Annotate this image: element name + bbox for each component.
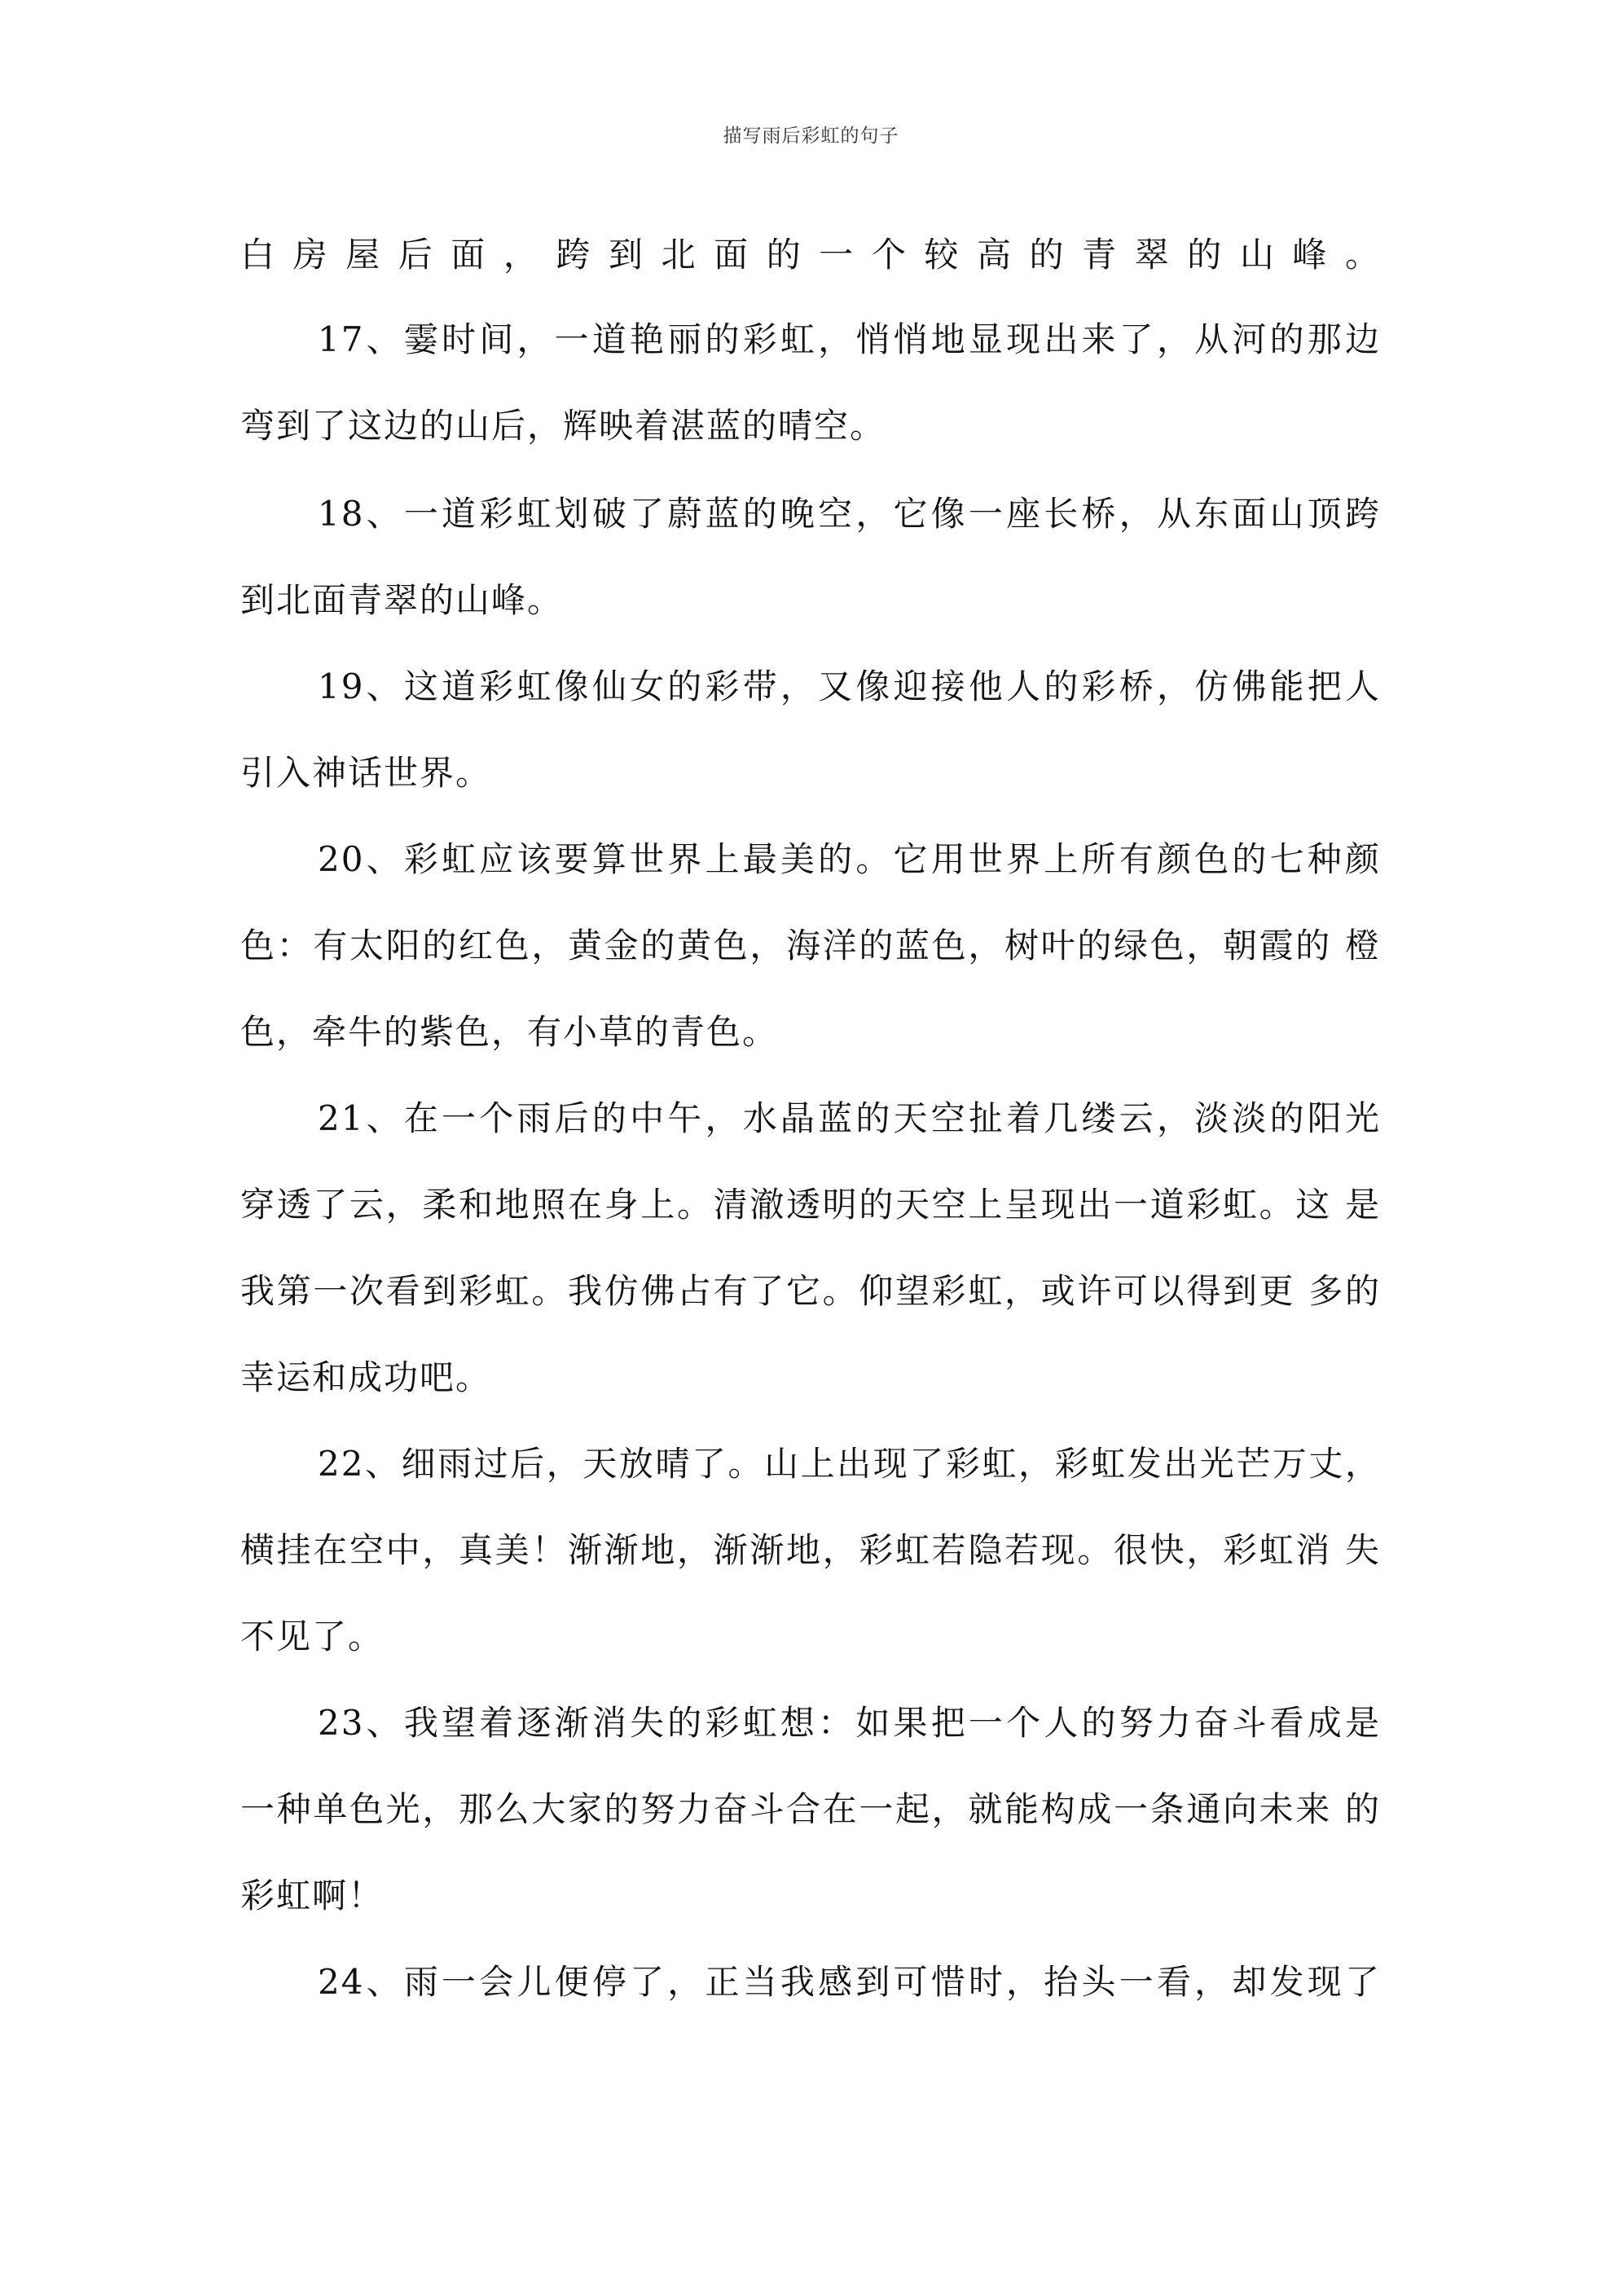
paragraph-23-line-2: 一种单色光，那么大家的努力奋斗合在一起，就能构成一条通向未来 的	[240, 1789, 1381, 1829]
paragraph-23-line-3: 彩虹啊！	[240, 1876, 385, 1916]
page-header-title: 描写雨后彩虹的句子	[723, 125, 899, 147]
paragraph-22-line-3: 不见了。	[240, 1616, 385, 1656]
paragraph-17-line-1: 17、霎时间，一道艳丽的彩虹，悄悄地显现出来了，从河的那边	[318, 319, 1381, 359]
paragraph-21-line-1: 21、在一个雨后的中午，水晶蓝的天空扯着几缕云，淡淡的阳光	[318, 1098, 1381, 1138]
paragraph-19-line-2: 引入神话世界。	[240, 753, 492, 793]
paragraph-24-line-1: 24、雨一会儿便停了，正当我感到可惜时，抬头一看，却发现了	[318, 1962, 1381, 2002]
paragraph-21-line-2: 穿透了云，柔和地照在身上。清澈透明的天空上呈现出一道彩虹。这 是	[240, 1185, 1381, 1225]
paragraph-18-line-2: 到北面青翠的山峰。	[240, 580, 564, 620]
paragraph-21-line-4: 幸运和成功吧。	[240, 1357, 492, 1397]
paragraph-19-line-1: 19、这道彩虹像仙女的彩带，又像迎接他人的彩桥，仿佛能把人	[318, 666, 1381, 706]
text-line: 白房屋后面，跨到北面的一个较高的青翠的山峰。	[240, 235, 1381, 275]
paragraph-17-line-2: 弯到了这边的山后，辉映着湛蓝的晴空。	[240, 406, 886, 446]
paragraph-20-line-1: 20、彩虹应该要算世界上最美的。它用世界上所有颜色的七种颜	[318, 839, 1381, 879]
paragraph-18-line-1: 18、一道彩虹划破了蔚蓝的晚空，它像一座长桥，从东面山顶跨	[318, 494, 1381, 534]
paragraph-20-line-2: 色：有太阳的红色，黄金的黄色，海洋的蓝色，树叶的绿色，朝霞的 橙	[240, 926, 1381, 965]
paragraph-20-line-3: 色，牵牛的紫色，有小草的青色。	[240, 1012, 779, 1052]
paragraph-22-line-1: 22、细雨过后，天放晴了。山上出现了彩虹，彩虹发出光芒万丈，	[318, 1444, 1381, 1484]
paragraph-22-line-2: 横挂在空中，真美！渐渐地，渐渐地，彩虹若隐若现。很快，彩虹消 失	[240, 1530, 1381, 1570]
paragraph-21-line-3: 我第一次看到彩虹。我仿佛占有了它。仰望彩虹，或许可以得到更 多的	[240, 1271, 1381, 1311]
paragraph-23-line-1: 23、我望着逐渐消失的彩虹想：如果把一个人的努力奋斗看成是	[318, 1703, 1381, 1743]
